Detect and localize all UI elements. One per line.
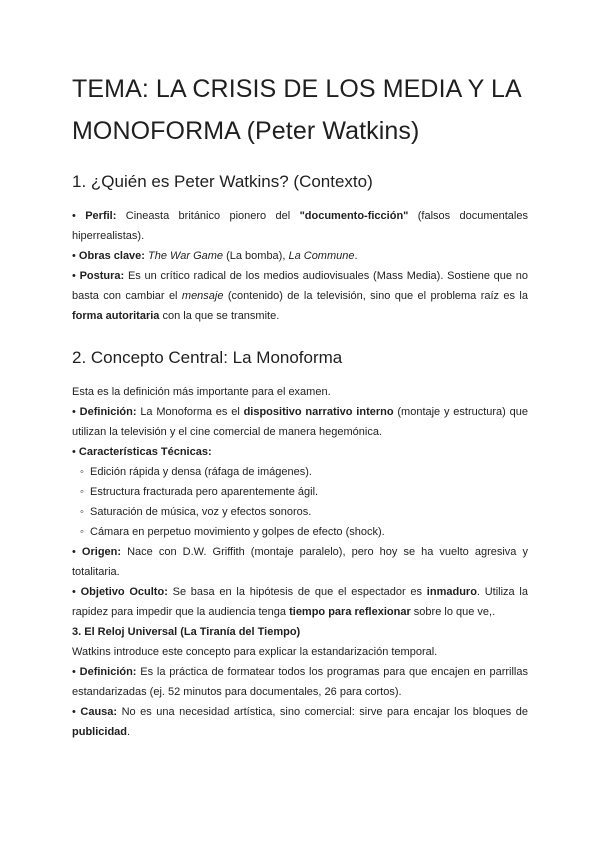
objetivo-label: Objetivo Oculto: [80, 586, 168, 598]
reloj-definicion-label: Definición: [79, 666, 137, 678]
perfil-label: Perfil: [85, 210, 117, 222]
perfil-text: Cineasta británico pionero del [125, 210, 300, 222]
definicion-paragraph [72, 402, 528, 442]
reloj-heading-text: 3. El Reloj Universal (La Tiranía del Tiempo) [72, 626, 301, 638]
bullet: • [72, 666, 76, 678]
obras-label: Obras clave: [78, 250, 145, 262]
perfil-paragraph [72, 206, 528, 246]
definicion-strong: dispositivo narrativo interno [243, 406, 394, 418]
perfil-text-end: (falsos documentales hiperrealistas). [72, 210, 528, 242]
objetivo-text-2: . Utiliza la rapidez para impedir que la audiencia tenga [72, 586, 528, 618]
postura-strong: forma autoritaria [72, 310, 160, 322]
postura-text-2: (contenido) de la televisión, sino que el problema raíz es la [223, 290, 528, 302]
sub-bullet: ◦ [80, 526, 84, 538]
section-heading-contexto: 1. ¿Quién es Peter Watkins? (Contexto) [72, 172, 373, 191]
bullet: • [72, 546, 76, 558]
sub-bullet: ◦ [80, 506, 84, 518]
causa-paragraph [72, 702, 528, 742]
origen-text: Nace con D.W. Griffith (montaje paralelo), pero hoy se ha vuelto agresiva y totalitaria. [72, 546, 528, 578]
list-item [80, 522, 528, 542]
list-item-text: Cámara en perpetuo movimiento y golpes de efecto (shock). [90, 526, 385, 538]
definicion-label: Definición: [79, 406, 137, 418]
list-item-text: Edición rápida y densa (ráfaga de imágenes). [90, 466, 312, 478]
postura-text-3: con la que se transmite. [159, 310, 280, 322]
section-heading-monoforma: 2. Concepto Central: La Monoforma [72, 348, 343, 367]
sub-bullet: ◦ [80, 466, 84, 478]
postura-paragraph [72, 266, 528, 326]
causa-text: No es una necesidad artística, sino comercial: sirve para encajar los bloques de [117, 706, 528, 718]
origen-paragraph [72, 542, 528, 582]
postura-text: Es un crítico radical de los medios audiovisuales (Mass Media). Sostiene que no basta con cambiar el [72, 270, 528, 302]
reloj-definicion-paragraph [72, 662, 528, 702]
objetivo-strong-2: tiempo para reflexionar [289, 606, 411, 618]
list-item-text: Saturación de música, voz y efectos sonoros. [90, 506, 312, 518]
list-item [80, 502, 528, 522]
bullet: • [72, 210, 76, 222]
work-title: La Commune [288, 250, 355, 262]
definicion-text-2: (montaje y estructura) que utilizan la televisión y el cine comercial de manera hegemónica. [72, 406, 528, 438]
page-title: TEMA: LA CRISIS DE LOS MEDIA Y LA MONOFORMA (Peter Watkins) [72, 75, 521, 145]
list-item [80, 482, 528, 502]
causa-label: Causa: [80, 706, 118, 718]
bullet: • [72, 406, 76, 418]
caracteristicas-paragraph [72, 442, 528, 462]
reloj-intro: Watkins introduce este concepto para explicar la estandarización temporal. [72, 646, 438, 658]
bullet: • [72, 270, 76, 282]
work-title: The War Game [148, 250, 224, 262]
definicion-text: La Monoforma es el [136, 406, 244, 418]
causa-end: . [127, 726, 131, 738]
reloj-definicion-text: Es la práctica de formatear todos los programas para que encajen en parrillas estandarizadas (ej. 52 minutos para documentales, 26 para cortos). [72, 666, 528, 698]
section-heading-reloj [72, 622, 528, 642]
causa-strong: publicidad [72, 726, 127, 738]
perfil-strong: "documento-ficción" [299, 210, 409, 222]
monoforma-intro: Esta es la definición más importante para el examen. [72, 386, 331, 398]
obras-end: . [354, 250, 358, 262]
origen-label: Origen: [81, 546, 122, 558]
objetivo-text-3: sobre lo que ve,. [410, 606, 496, 618]
bullet: • [72, 586, 76, 598]
postura-label: Postura: [79, 270, 125, 282]
bullet: • [72, 706, 76, 718]
bullet: • [72, 446, 76, 458]
list-item [80, 462, 528, 482]
caracteristicas-label: Características Técnicas: [78, 446, 212, 458]
sub-bullet: ◦ [80, 486, 84, 498]
objetivo-text: Se basa en la hipótesis de que el espectador es [167, 586, 427, 598]
objetivo-paragraph [72, 582, 528, 622]
objetivo-strong: inmaduro [426, 586, 477, 598]
obras-text: (La bomba), [223, 250, 289, 262]
postura-em: mensaje [181, 290, 224, 302]
obras-paragraph [72, 246, 528, 266]
bullet: • [72, 250, 76, 262]
list-item-text: Estructura fracturada pero aparentemente ágil. [90, 486, 319, 498]
